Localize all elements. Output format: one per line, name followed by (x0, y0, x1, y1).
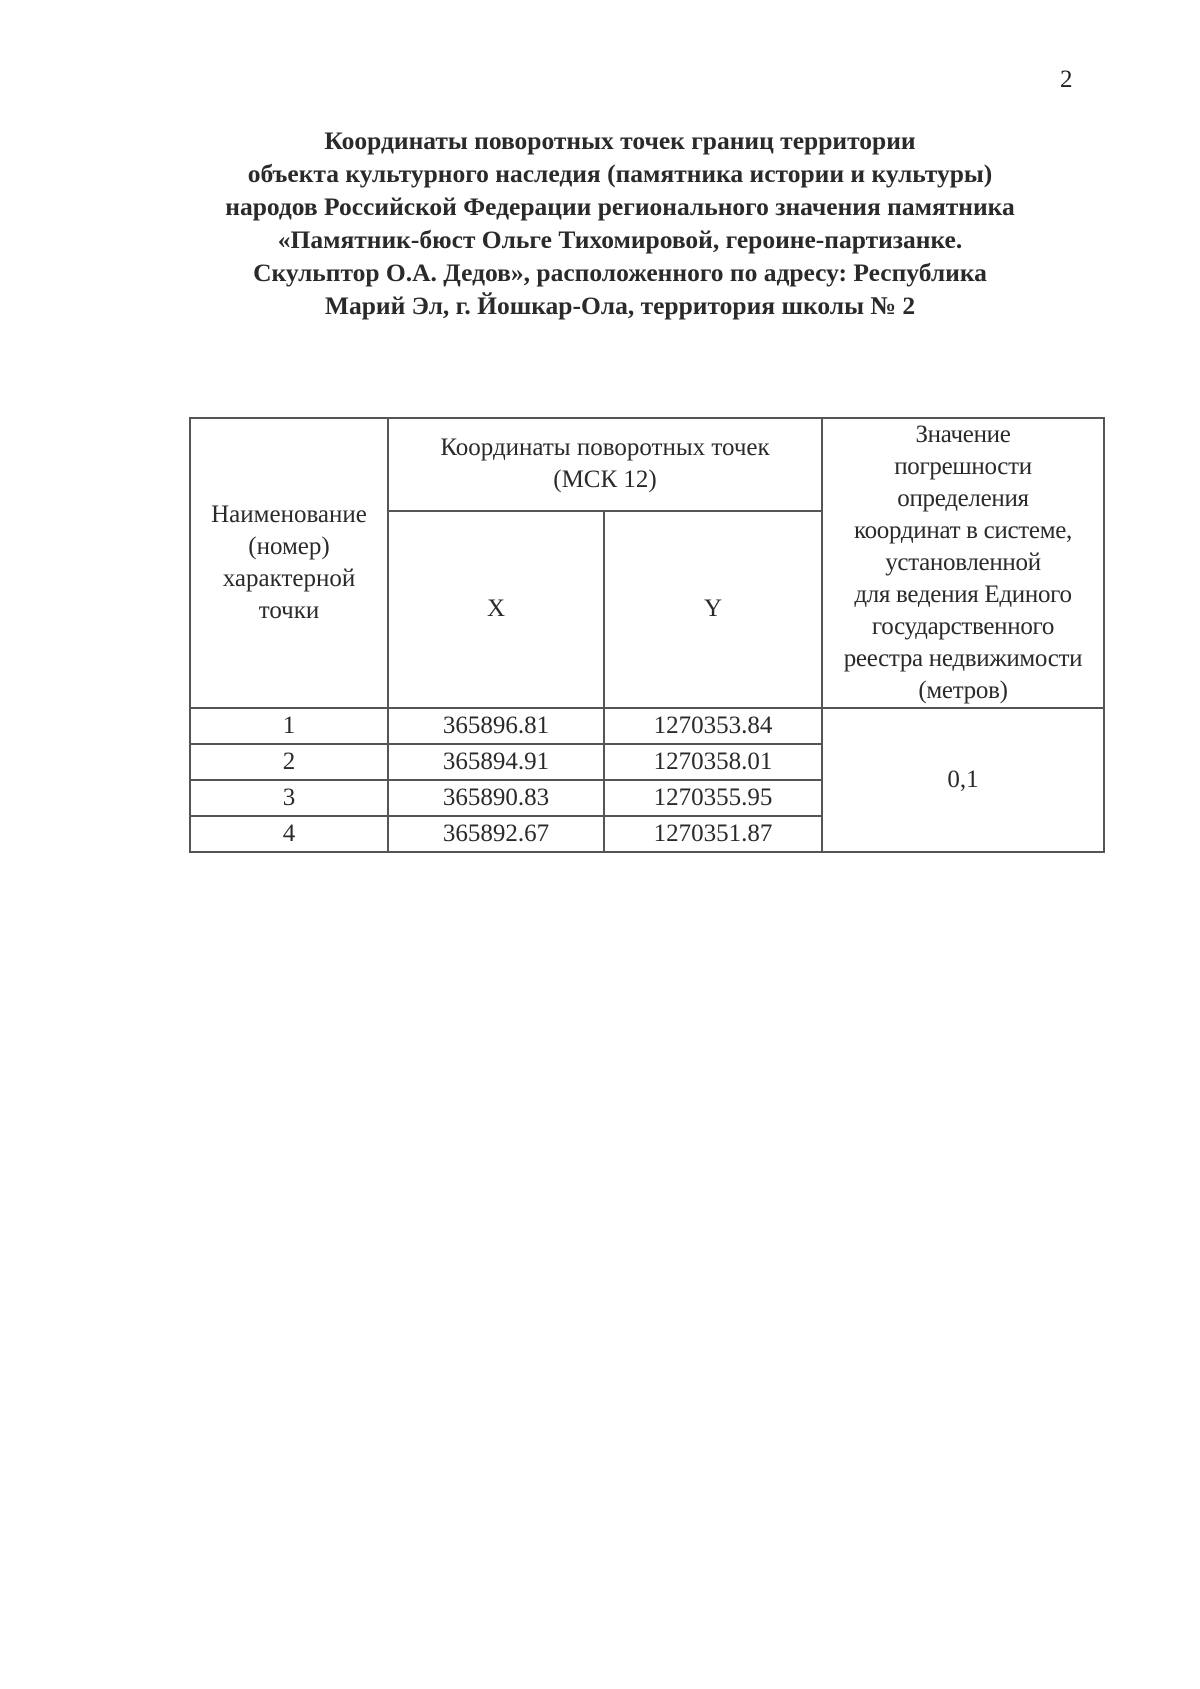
x-value: 365892.67 (388, 816, 604, 852)
y-value: 1270353.84 (604, 708, 822, 744)
header-coordinates: Координаты поворотных точек (МСК 12) (388, 418, 822, 511)
error-value: 0,1 (822, 708, 1104, 852)
header-y: Y (604, 511, 822, 708)
page-number: 2 (1060, 66, 1073, 93)
point-number: 4 (190, 816, 388, 852)
document-title (170, 124, 1070, 322)
point-number: 1 (190, 708, 388, 744)
point-number: 3 (190, 780, 388, 816)
title-line: народов Российской Федерации регионального значения памятника (225, 192, 1015, 221)
table-row (190, 708, 1104, 744)
title-line: Марий Эл, г. Йошкар-Ола, территория школы № 2 (324, 291, 916, 320)
x-value: 365894.91 (388, 744, 604, 780)
coordinates-table (189, 417, 1105, 853)
title-line: Координаты поворотных точек границ территории (324, 126, 916, 155)
title-line: «Памятник-бюст Ольге Тихомировой, героине-партизанке. (277, 225, 963, 254)
x-value: 365896.81 (388, 708, 604, 744)
title-line: Скульптор О.А. Дедов», расположенного по адресу: Республика (253, 258, 987, 287)
y-value: 1270355.95 (604, 780, 822, 816)
header-x: X (388, 511, 604, 708)
title-line: объекта культурного наследия (памятника истории и культуры) (247, 159, 993, 188)
x-value: 365890.83 (388, 780, 604, 816)
header-error: Значение погрешности определения координат в системе, установленной для ведения Единого государственного реестра недвижимости (метров) (822, 418, 1104, 708)
point-number: 2 (190, 744, 388, 780)
y-value: 1270358.01 (604, 744, 822, 780)
y-value: 1270351.87 (604, 816, 822, 852)
header-point-name: Наименование (номер) характерной точки (190, 418, 388, 708)
